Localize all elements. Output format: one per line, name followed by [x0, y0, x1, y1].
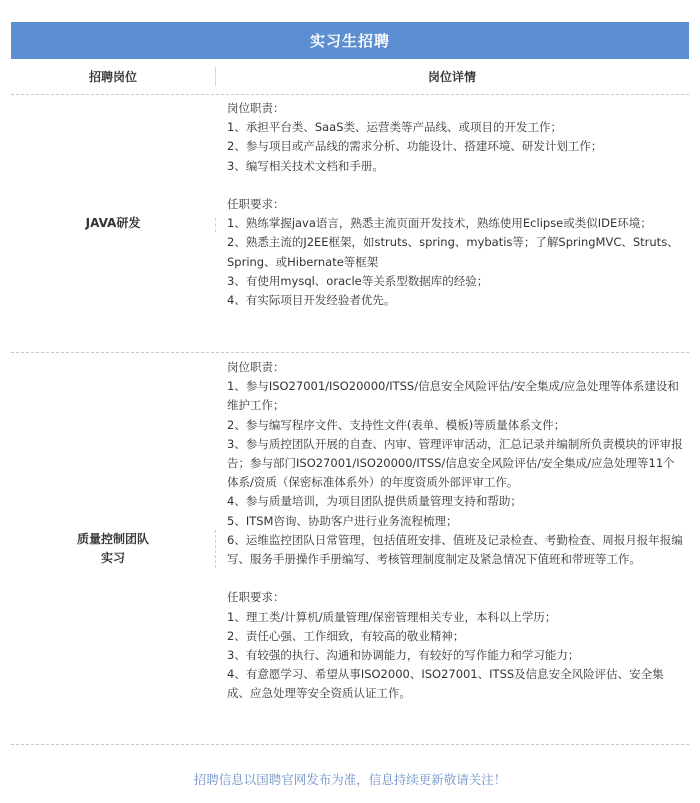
detail-line: 4、参与质量培训，为项目团队提供质量管理支持和帮助；: [227, 494, 522, 509]
header-details: 岗位详情: [427, 70, 476, 84]
detail-line: 岗位职责：: [227, 101, 285, 115]
row-divider: [11, 352, 689, 353]
row-divider: [11, 94, 689, 95]
detail-line: 5、ITSM咨询、协助客户进行业务流程梳理；: [227, 513, 458, 528]
row-divider: [11, 744, 689, 745]
detail-line: 3、参与质控团队开展的自查、内审、管理评审活动，汇总记录并编制所负责模块的评审报告；参与部门ISO27001/ISO20000/ITSS/信息安全风险评估/安全集成/应急处理等11个体系/资质（保密标准体系外）的年度资质外部评审工作。: [227, 436, 683, 490]
table-header: [11, 59, 689, 94]
detail-line: 6、运维监控团队日常管理，包括值班安排、值班及记录检查、考勤检查、周报月报年报编写、服务手册操作手册编写、考核管理制度制定及紧急情况下值班和带班等工作。: [227, 532, 683, 567]
detail-line: 4、有实际项目开发经验者优先。: [227, 293, 396, 308]
detail-line: 2、参与编写程序文件、支持性文件(表单、模板)等质量体系文件；: [227, 417, 566, 432]
header-position: 招聘岗位: [88, 70, 137, 84]
detail-line: 1、熟练掌握java语言，熟悉主流页面开发技术，熟练使用Eclipse或类似IDE环境；: [227, 216, 652, 231]
column-divider: [215, 530, 216, 568]
detail-line: 2、熟悉主流的J2EE框架，如struts、spring、mybatis等；了解SpringMVC、Struts、Spring、或Hibernate等框架: [227, 235, 679, 269]
detail-line: 任职要求：: [227, 590, 285, 605]
position-quality-control: [11, 530, 215, 568]
detail-line: 岗位职责：: [227, 360, 285, 374]
detail-line: 3、编写相关技术文档和手册。: [227, 158, 384, 173]
detail-java: [227, 99, 685, 310]
position-line: 实习: [100, 551, 125, 565]
detail-quality-control: [227, 358, 685, 704]
detail-line: 2、责任心强、工作细致，有较高的敬业精神；: [227, 628, 465, 643]
page-title: 实习生招聘: [11, 22, 689, 59]
detail-line: 4、有意愿学习、希望从事ISO2000、ISO27001、ITSS及信息安全风险评估、安全集成、应急处理等安全资质认证工作。: [227, 667, 664, 701]
detail-line: 3、有较强的执行、沟通和协调能力，有较好的写作能力和学习能力；: [227, 648, 580, 663]
detail-line: 1、理工类/计算机/质量管理/保密管理相关专业，本科以上学历；: [227, 609, 557, 624]
detail-line: 2、参与项目或产品线的需求分析、功能设计、搭建环境、研发计划工作；: [227, 139, 603, 154]
detail-line: 任职要求：: [227, 197, 285, 211]
spacer: [227, 176, 685, 195]
spacer: [227, 569, 685, 588]
detail-line: 1、参与ISO27001/ISO20000/ITSS/信息安全风险评估/安全集成/应急处理等体系建设和维护工作；: [227, 379, 679, 413]
detail-line: 1、承担平台类、SaaS类、运营类等产品线、或项目的开发工作；: [227, 120, 563, 135]
position-java: JAVA研发: [85, 216, 141, 230]
position-line: 质量控制团队: [76, 532, 149, 546]
column-divider: [215, 218, 216, 232]
detail-line: 3、有使用mysql、oracle等关系型数据库的经验；: [227, 273, 489, 288]
footer-notice: 招聘信息以国聘官网发布为准，信息持续更新敬请关注！: [193, 772, 507, 787]
